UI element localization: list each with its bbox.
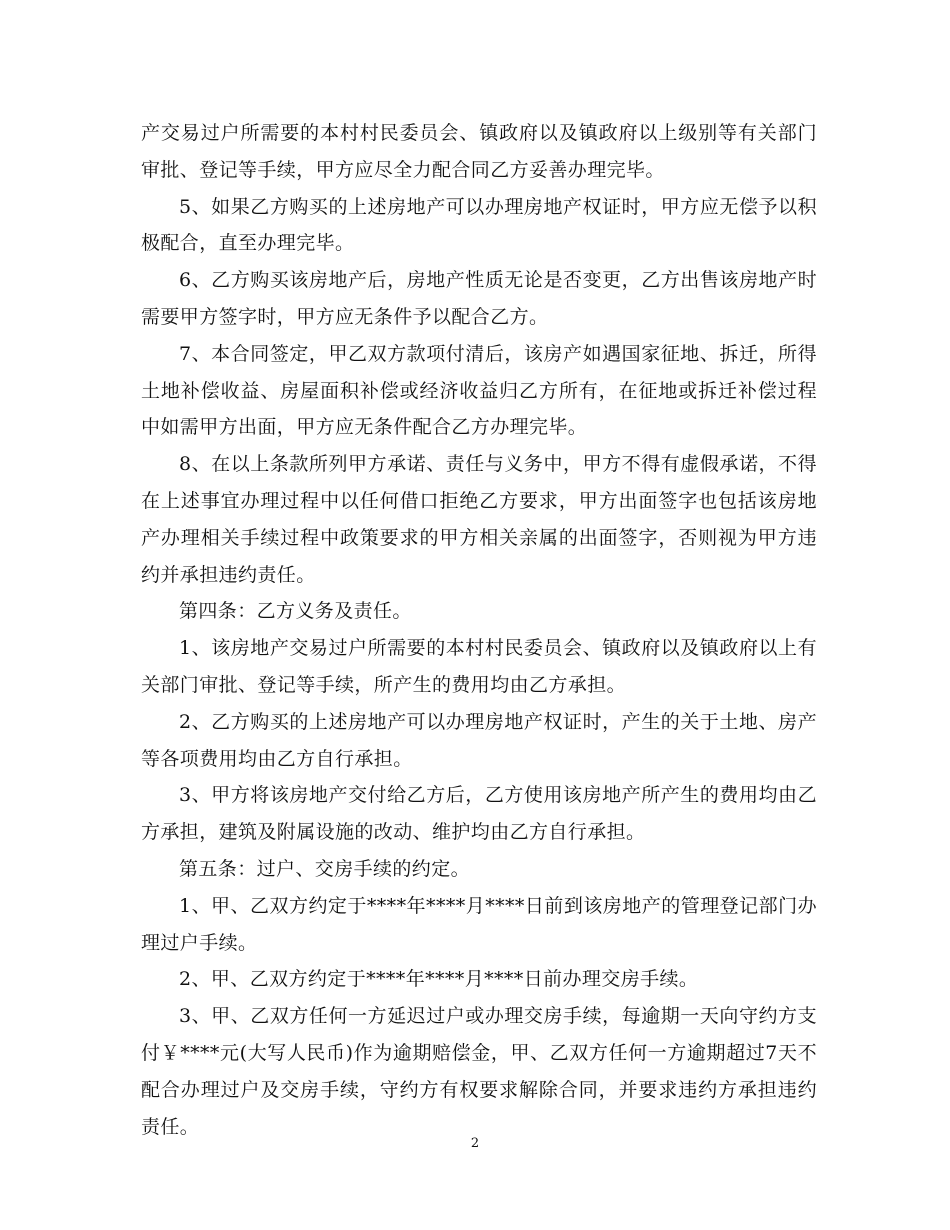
section-heading-article-4: 第四条：乙方义务及责任。 (179, 600, 412, 623)
paragraph-clause-7: 7、本合同签定，甲乙双方款项付清后，该房产如遇国家征地、拆迁，所得土地补偿收益、房屋面积补偿或经济收益归乙方所有，在征地或拆迁补偿过程中如需甲方出面，甲方应无条件配合乙方办理完毕。 (141, 342, 817, 439)
paragraph-article-5-clause-2: 2、甲、乙双方约定于****年****月****日前办理交房手续。 (179, 968, 699, 991)
document-body (141, 115, 817, 1145)
section-heading-article-5: 第五条：过户、交房手续的约定。 (179, 857, 471, 880)
paragraph-clause-6: 6、乙方购买该房地产后，房地产性质无论是否变更，乙方出售该房地产时需要甲方签字时，甲方应无条件予以配合乙方。 (141, 269, 817, 328)
paragraph-clause-5: 5、如果乙方购买的上述房地产可以办理房地产权证时，甲方应无偿予以积极配合，直至办理完毕。 (141, 195, 817, 255)
paragraph-article-5-clause-3: 3、甲、乙双方任何一方延迟过户或办理交房手续，每逾期一天向守约方支付￥****元(大写人民币)作为逾期赔偿金，甲、乙双方任何一方逾期超过7天不配合办理过户及交房手续，守约方有权要求解除合同，并要求违约方承担违约责任。 (141, 1005, 817, 1138)
paragraph-article-4-clause-1: 1、该房地产交易过户所需要的本村村民委员会、镇政府以及镇政府以上有关部门审批、登记等手续，所产生的费用均由乙方承担。 (141, 637, 817, 696)
paragraph-article-4-clause-2: 2、乙方购买的上述房地产可以办理房地产权证时，产生的关于土地、房产等各项费用均由乙方自行承担。 (141, 710, 817, 770)
paragraph-article-5-clause-1: 1、甲、乙双方约定于****年****月****日前到该房地产的管理登记部门办理过户手续。 (141, 894, 817, 954)
paragraph-continued: 产交易过户所需要的本村村民委员会、镇政府以及镇政府以上级别等有关部门审批、登记等手续，甲方应尽全力配合同乙方妥善办理完毕。 (141, 122, 817, 181)
paragraph-article-4-clause-3: 3、甲方将该房地产交付给乙方后，乙方使用该房地产所产生的费用均由乙方承担，建筑及附属设施的改动、维护均由乙方自行承担。 (141, 784, 817, 844)
page-number: 2 (470, 1136, 480, 1151)
paragraph-clause-8: 8、在以上条款所列甲方承诺、责任与义务中，甲方不得有虚假承诺，不得在上述事宜办理过程中以任何借口拒绝乙方要求，甲方出面签字也包括该房地产办理相关手续过程中政策要求的甲方相关亲属的出面签字，否则视为甲方违约并承担违约责任。 (141, 453, 817, 586)
